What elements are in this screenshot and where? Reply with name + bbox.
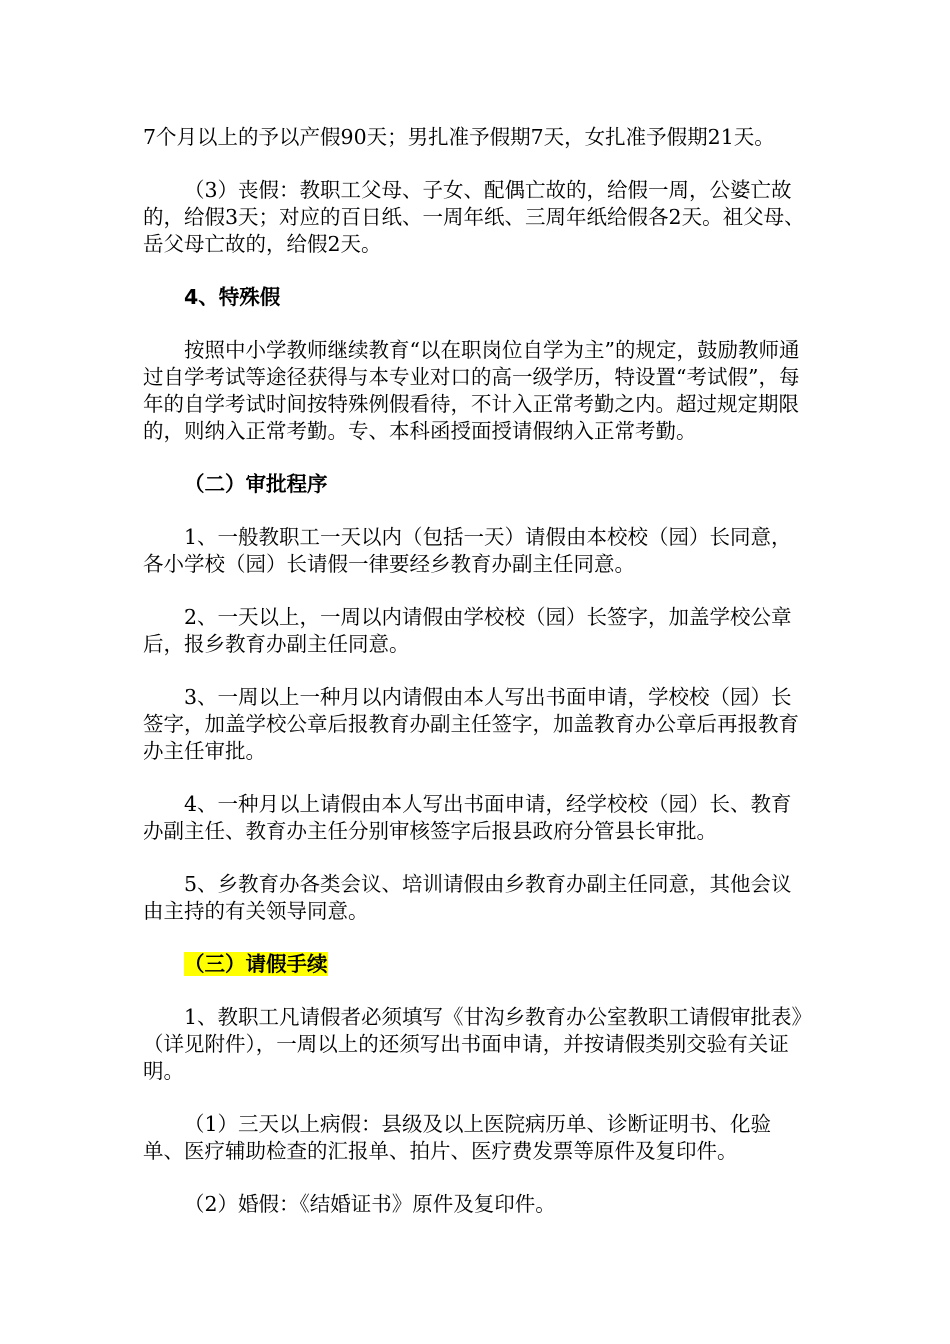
paragraph-approval-3: 3、一周以上一种月以内请假由本人写出书面申请，学校校（园）长签字，加盖学校公章后报教育办副主任签字，加盖教育办公章后再报教育办主任审批。 <box>143 685 799 763</box>
paragraph-exam-leave: 按照中小学教师继续教育“以在职岗位自学为主”的规定，鼓励教师通过自学考试等途径获得与本专业对口的高一级学历，特设置“考试假”，每年的自学考试时间按特殊例假看待，不计入正常考勤之内。超过规定期限的，则纳入正常考勤。专、本科函授面授请假纳入正常考勤。 <box>143 338 800 443</box>
document-body <box>143 124 811 1218</box>
paragraph-approval-5: 5、乡教育办各类会议、培训请假由乡教育办副主任同意，其他会议由主持的有关领导同意。 <box>143 872 792 923</box>
paragraph-bereavement-leave: （3）丧假：教职工父母、子女、配偶亡故的，给假一周，公婆亡故的，给假3天；对应的百日纸、一周年纸、三周年纸给假各2天。祖父母、岳父母亡故的，给假2天。 <box>143 178 805 256</box>
paragraph-approval-4: 4、一种月以上请假由本人写出书面申请，经学校校（园）长、教育办副主任、教育办主任分别审核签字后报县政府分管县长审批。 <box>143 792 792 843</box>
paragraph-marriage-leave-docs: （2）婚假：《结婚证书》原件及复印件。 <box>184 1192 556 1216</box>
paragraph-approval-2: 2、一天以上，一周以内请假由学校校（园）长签字，加盖学校公章后，报乡教育办副主任同意。 <box>143 605 792 656</box>
heading-special-leave: 4、特殊假 <box>184 285 281 309</box>
paragraph-approval-1: 1、一般教职工一天以内（包括一天）请假由本校校（园）长同意，各小学校（园）长请假一律要经乡教育办副主任同意。 <box>143 525 792 576</box>
heading-leave-formalities <box>143 951 811 978</box>
heading-approval-procedure: （二）审批程序 <box>184 472 328 496</box>
paragraph-formalities-1: 1、教职工凡请假者必须填写《甘沟乡教育办公室教职工请假审批表》（详见附件），一周以上的还须写出书面申请，并按请假类别交验有关证明。 <box>143 1005 802 1083</box>
highlighted-heading-text: （三）请假手续 <box>184 952 328 976</box>
paragraph-maternity-leave-continued: 7个月以上的予以产假90天；男扎准予假期7天，女扎准予假期21天。 <box>143 125 775 149</box>
paragraph-sick-leave-docs: （1）三天以上病假：县级及以上医院病历单、诊断证明书、化验单、医疗辅助检查的汇报单、拍片、医疗费发票等原件及复印件。 <box>143 1112 772 1163</box>
